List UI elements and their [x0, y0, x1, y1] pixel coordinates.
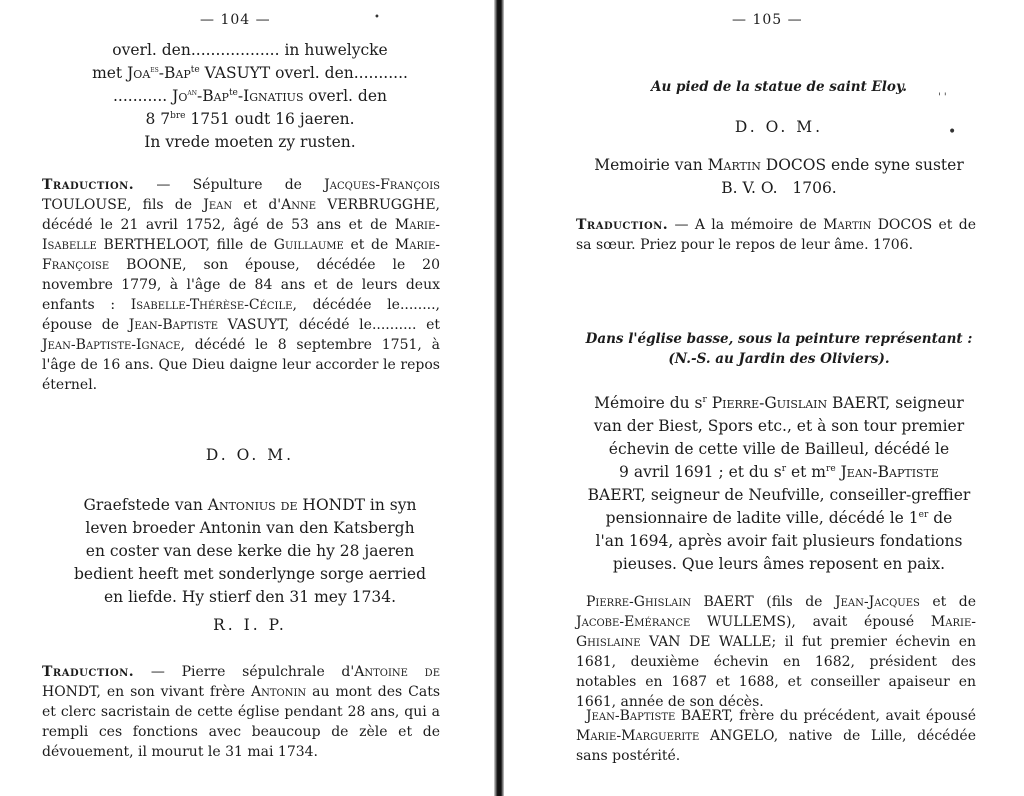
- inscription-line: Mémoire du $s^r$ Pierre-Guislain BAERT, seigneur: [594, 394, 964, 412]
- right-page: [504, 0, 1024, 796]
- inscription-line: Graefstede van Antonius de HONDT in syn: [83, 496, 417, 514]
- traduction-toulouse: Traduction. — Sépulture de Jacques-François TOULOUSE, fils de Jean et d'Anne VERBRUGGHE, décédé le 21 avril 1752, âgé de 53 ans et de Marie-Isabelle BERTHELOOT, fille de Guillaume et de Marie-Françoise BOONE, son épouse, décédée le 20 novembre 1779, à l'âge de 84 ans et de leurs deux enfants : Isabelle-Thérèse-Cécile, décédée le........, épouse de Jean-Baptiste VASUYT, décédé le.......... et Jean-Baptiste-Ignace, décédé le 8 septembre 1751, à l'âge de 16 ans. Que Dieu daigne leur accorder le repos éternel.: [42, 177, 441, 393]
- inscription-hondt: [40, 494, 460, 609]
- note-jean-baptiste: Jean-Baptiste BAERT, frère du précédent, avait épousé Marie-Marguerite ANGELO, native de Lille, décédée sans postérité.: [576, 708, 976, 764]
- page-number-right: — 105 —: [732, 12, 803, 28]
- left-page: [0, 0, 496, 796]
- traduction-hondt: Traduction. — Pierre sépulchrale d'Antoine de HONDT, en son vivant frère Antonin au mont des Cats et clerc sacristain de cette église pendant 28 ans, qui a rempli ces fonctions avec beaucoup de zèle et de dévouement, il mourut le 31 mai 1734.: [42, 664, 440, 760]
- inscription-line: met Joa$^{es}$-Bap$^{te}$ VASUYT overl. den...........: [92, 64, 408, 82]
- inscription-line: bedient heeft met sonderlynge sorge aerried: [73, 565, 427, 583]
- inscription-line: In vrede moeten zy rusten.: [144, 133, 356, 151]
- inscription-line: en coster van dese kerke die hy 28 jaeren: [85, 542, 415, 560]
- statue-heading: Au pied de la statue de saint Eloy.: [651, 79, 907, 95]
- dom-heading-left: D. O. M.: [205, 446, 295, 464]
- inscription-line: leven broeder Antonin van den Katsbergh: [85, 519, 415, 537]
- inscription-line: BAERT, seigneur de Neufville, conseiller-greffier: [587, 486, 971, 504]
- dom-heading-right: D. O. M.: [734, 118, 824, 136]
- inscription-line: ........... $Jo^{an}-Bap^{te}$-Ignatius overl. den: [112, 87, 387, 105]
- rip-heading: R. I. P.: [213, 616, 287, 634]
- inscription-line: en liefde. Hy stierf den 31 mey 1734.: [103, 588, 397, 606]
- inscription-line: échevin de cette ville de Bailleul, décédé le: [608, 440, 950, 458]
- inscription-line: Memoirie van Martin DOCOS ende syne suster: [594, 156, 964, 174]
- note-pierre-ghislain: Pierre-Ghislain BAERT (fils de Jean-Jacques et de Jacobe-Emérance WULLEMS), avait épousé Marie-Ghislaine VAN DE WALLE; il fut premier échevin en 1681, deuxième échevin en 1682, président des notables en 1687 et 1688, et conseiller apaiseur en 1661, année de son décès.: [576, 594, 977, 710]
- inscription-line: 9 avril 1691 ; et du $s^r$ et $m^{re}$ Jean-Baptiste: [619, 463, 939, 481]
- eglise-basse-heading: [564, 329, 994, 369]
- speck-mark: •: [374, 12, 380, 23]
- traduction-docos: Traduction. — A la mémoire de Martin DOCOS et de sa sœur. Priez pour le repos de leur âme. 1706.: [576, 217, 976, 253]
- speck-mark: •: [948, 124, 957, 140]
- inscription-line: l'an 1694, après avoir fait plusieurs fondations: [595, 532, 963, 550]
- page-number-left: — 104 —: [200, 12, 271, 28]
- inscription-line: 8 $7^{bre}$ 1751 oudt 16 jaeren.: [145, 110, 355, 128]
- inscription-docos: [564, 154, 994, 200]
- inscription-line: overl. den.................. in huwelycke: [112, 41, 388, 59]
- inscription-line: van der Biest, Spors etc., et à son tour premier: [593, 417, 965, 435]
- heading-line: (N.-S. au Jardin des Oliviers).: [668, 351, 890, 367]
- traduction-label: Traduction.: [576, 217, 669, 233]
- inscription-line: pensionnaire de ladite ville, décédé le 1er de: [605, 509, 953, 527]
- traduction-label: Traduction.: [42, 177, 135, 193]
- heading-line: Dans l'église basse, sous la peinture représentant :: [585, 331, 973, 347]
- book-gutter: [494, 0, 504, 796]
- inscription-hasuyt: [40, 39, 460, 154]
- speck-mark: ' ': [938, 92, 947, 103]
- inscription-line: B. V. O. 1706.: [721, 179, 837, 197]
- traduction-label: Traduction.: [42, 664, 135, 680]
- memoire-baert: [564, 392, 994, 576]
- inscription-line: pieuses. Que leurs âmes reposent en paix.: [612, 555, 946, 573]
